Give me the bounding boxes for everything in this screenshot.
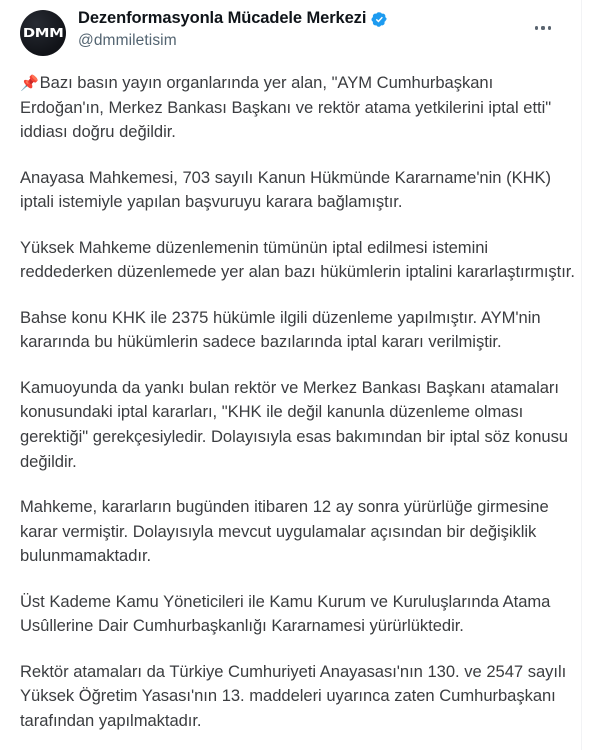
tweet-paragraph xyxy=(20,236,578,285)
author-identity xyxy=(78,9,388,49)
tweet-paragraph xyxy=(20,495,578,569)
more-horizontal-icon-dot-2 xyxy=(541,26,544,29)
tweet-paragraph-text: Yüksek Mahkeme düzenlemenin tümünün iptal edilmesi istemini reddederken düzenlemede yer alan bazı hükümlerin iptalini kararlaştırmıştır. xyxy=(20,237,575,282)
tweet-paragraph-text: Rektör atamaları da Türkiye Cumhuriyeti Anayasası'nın 130. ve 2547 sayılı Yüksek Öğretim Yasası'nın 13. maddeleri uyarınca zaten Cumhurbaşkanı tarafından yapılmaktadır. xyxy=(20,661,567,730)
avatar[interactable] xyxy=(20,10,66,56)
tweet-paragraph-text: Üst Kademe Kamu Yöneticileri ile Kamu Kurum ve Kuruluşlarında Atama Usûllerine Dair Cumhurbaşkanlığı Kararnamesi yürürlüktedir. xyxy=(20,591,551,636)
tweet-paragraph-text: Bahse konu KHK ile 2375 hükümle ilgili düzenleme yapılmıştır. AYM'nin kararında bu hükümlerin sadece bazılarında iptal kararı verilmiştir. xyxy=(20,307,541,352)
pushpin-emoji: 📌 xyxy=(20,74,39,92)
more-horizontal-icon-dot-3 xyxy=(548,26,551,29)
tweet-paragraph xyxy=(20,71,578,145)
tweet-paragraph xyxy=(20,660,578,734)
tweet-paragraph xyxy=(20,306,578,355)
verified-badge-icon xyxy=(371,11,388,28)
more-options-button[interactable] xyxy=(528,17,558,39)
tweet-paragraph-text: Kamuoyunda da yankı bulan rektör ve Merkez Bankası Başkanı atamaları konusundaki iptal kararları, "KHK ile değil kanunla düzenleme olması gerektiği" gerekçesiyledir. Dolayısıyla esas bakımından bir iptal söz konusu değildir. xyxy=(20,377,568,471)
tweet-paragraph xyxy=(20,590,578,639)
author-display-name[interactable]: Dezenformasyonla Mücadele Merkezi xyxy=(78,9,367,28)
tweet-paragraph xyxy=(20,166,578,215)
tweet-text-body xyxy=(20,71,580,733)
tweet-header xyxy=(20,9,580,61)
tweet-paragraph-text: Anayasa Mahkemesi, 703 sayılı Kanun Hükmünde Kararname'nin (KHK) iptali istemiyle yapılan başvuruyu karara bağlamıştır. xyxy=(20,167,552,212)
tweet-paragraph-text: Mahkeme, kararların bugünden itibaren 12 ay sonra yürürlüğe girmesine karar vermiştir. Dolayısıyla mevcut uygulamalar açısından bir değişiklik bulunmamaktadır. xyxy=(20,497,549,566)
more-horizontal-icon-dot-1 xyxy=(535,26,538,29)
author-name-row xyxy=(78,10,388,27)
author-handle[interactable]: @dmmiletisim xyxy=(78,32,177,49)
tweet-paragraph-text: Bazı basın yayın organlarında yer alan, "AYM Cumhurbaşkanı Erdoğan'ın, Merkez Bankası Başkanı ve rektör atama yetkilerini iptal etti" iddiası doğru değildir. xyxy=(20,73,552,142)
tweet-paragraph xyxy=(20,376,578,474)
card-right-divider xyxy=(581,0,582,750)
avatar-logo-text: DMM xyxy=(22,24,64,40)
